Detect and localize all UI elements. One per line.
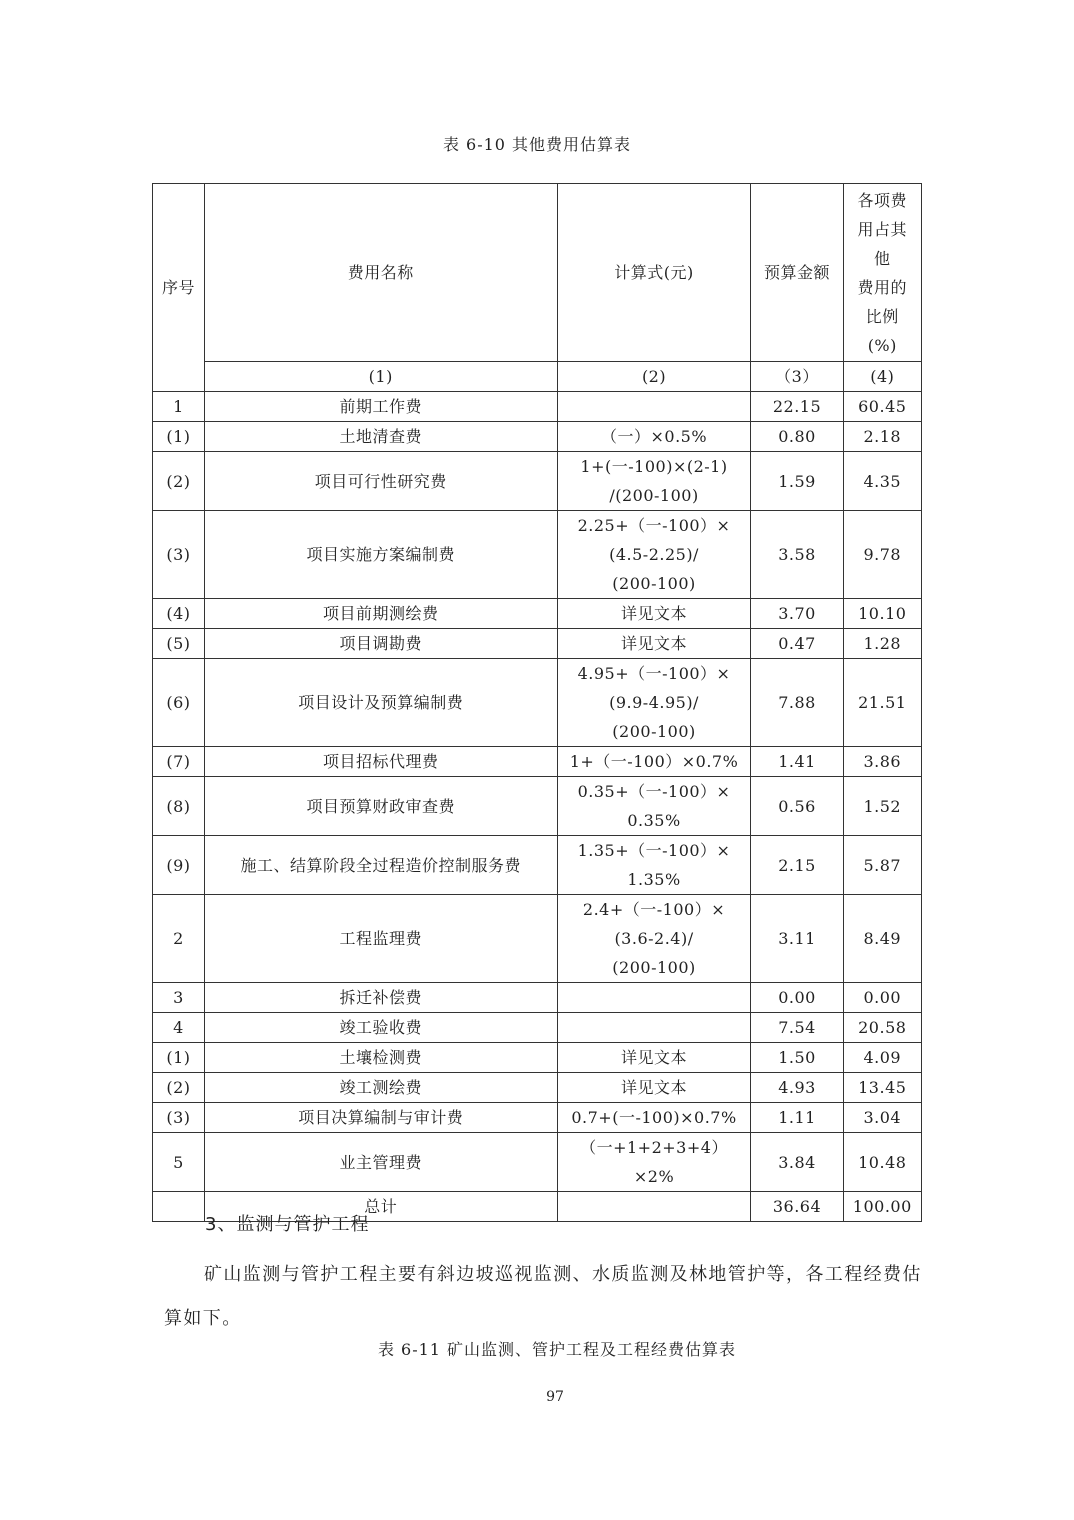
cell-index: (2) bbox=[153, 1073, 205, 1103]
table-row bbox=[153, 983, 922, 1013]
cell-name: 项目招标代理费 bbox=[204, 747, 557, 777]
cell-percent: 3.04 bbox=[843, 1103, 921, 1133]
cell-index: 1 bbox=[153, 392, 205, 422]
table-row bbox=[153, 1043, 922, 1073]
cell-name: 项目可行性研究费 bbox=[204, 452, 557, 511]
cell-amount: 1.59 bbox=[751, 452, 843, 511]
cell-index: (1) bbox=[153, 422, 205, 452]
cell-name: 土地清查费 bbox=[204, 422, 557, 452]
calc-line: （一+1+2+3+4）×2% bbox=[580, 1138, 728, 1186]
cell-amount: 3.11 bbox=[751, 895, 843, 983]
cell-amount: 36.64 bbox=[751, 1192, 843, 1222]
cell-amount: 3.70 bbox=[751, 599, 843, 629]
cell-index: 4 bbox=[153, 1013, 205, 1043]
calc-line: （一）×0.5% bbox=[600, 427, 708, 446]
cell-amount: 0.56 bbox=[751, 777, 843, 836]
cell-index: (6) bbox=[153, 659, 205, 747]
cell-index: (2) bbox=[153, 452, 205, 511]
cell-calc bbox=[557, 392, 751, 422]
calc-line: (4.5-2.25)/ bbox=[609, 545, 699, 564]
table-row bbox=[153, 452, 922, 511]
cell-name: 项目预算财政审查费 bbox=[204, 777, 557, 836]
cell-calc bbox=[557, 1133, 751, 1192]
cell-percent: 2.18 bbox=[843, 422, 921, 452]
calc-line: 2.25+（一-100）× bbox=[577, 516, 731, 535]
calc-line: 详见文本 bbox=[621, 634, 688, 653]
header-percent-line: 比例 bbox=[865, 306, 899, 326]
header-percent-line: 他 bbox=[874, 248, 891, 268]
cell-amount: 7.54 bbox=[751, 1013, 843, 1043]
cell-index: (1) bbox=[153, 1043, 205, 1073]
cell-index: (5) bbox=[153, 629, 205, 659]
cell-index: (4) bbox=[153, 599, 205, 629]
cell-calc bbox=[557, 1013, 751, 1043]
cell-name: 工程监理费 bbox=[204, 895, 557, 983]
calc-line: 详见文本 bbox=[621, 1048, 688, 1067]
cell-percent: 60.45 bbox=[843, 392, 921, 422]
cell-name: 竣工验收费 bbox=[204, 1013, 557, 1043]
cell-amount: 0.00 bbox=[751, 983, 843, 1013]
calc-line: 详见文本 bbox=[621, 604, 688, 623]
cell-index: (8) bbox=[153, 777, 205, 836]
cell-calc bbox=[557, 1073, 751, 1103]
calc-line: 1.35% bbox=[627, 870, 681, 889]
cell-calc bbox=[557, 599, 751, 629]
cell-calc bbox=[557, 895, 751, 983]
cell-amount: 0.47 bbox=[751, 629, 843, 659]
calc-line: 2.4+（一-100）× bbox=[582, 900, 726, 919]
subheader-calc: (2) bbox=[557, 362, 751, 392]
page-number: 97 bbox=[546, 1389, 564, 1405]
cell-percent: 20.58 bbox=[843, 1013, 921, 1043]
cell-amount: 22.15 bbox=[751, 392, 843, 422]
cell-name: 业主管理费 bbox=[204, 1133, 557, 1192]
header-percent bbox=[843, 184, 921, 362]
table-row bbox=[153, 747, 922, 777]
next-table-title: 表 6-11 矿山监测、管护工程及工程经费估算表 bbox=[377, 1340, 737, 1359]
cell-calc bbox=[557, 1192, 751, 1222]
calc-line: 详见文本 bbox=[621, 1078, 688, 1097]
calc-line: 4.95+（一-100）× bbox=[577, 664, 731, 683]
header-percent-line: 费用的 bbox=[857, 277, 908, 297]
header-name: 费用名称 bbox=[204, 184, 557, 362]
header-row bbox=[153, 184, 922, 362]
cell-percent: 3.86 bbox=[843, 747, 921, 777]
calc-line: 0.35+（一-100）× bbox=[577, 782, 731, 801]
cell-index: (3) bbox=[153, 1103, 205, 1133]
subheader-amount: （3） bbox=[751, 362, 843, 392]
section-heading: 3、监测与管护工程 bbox=[205, 1214, 370, 1235]
table-row bbox=[153, 629, 922, 659]
cell-index: (3) bbox=[153, 511, 205, 599]
body-paragraph: 矿山监测与管护工程主要有斜边坡巡视监测、水质监测及林地管护等，各工程经费估算如下。 bbox=[164, 1264, 922, 1329]
calc-line: 1+(一-100)×(2-1) bbox=[580, 457, 728, 476]
cell-name: 竣工测绘费 bbox=[204, 1073, 557, 1103]
cell-percent: 13.45 bbox=[843, 1073, 921, 1103]
cell-percent: 1.52 bbox=[843, 777, 921, 836]
cell-index: 3 bbox=[153, 983, 205, 1013]
cell-calc bbox=[557, 511, 751, 599]
cell-name: 项目设计及预算编制费 bbox=[204, 659, 557, 747]
cell-amount: 3.84 bbox=[751, 1133, 843, 1192]
cell-amount: 3.58 bbox=[751, 511, 843, 599]
calc-line: /(200-100) bbox=[609, 486, 699, 505]
cell-calc bbox=[557, 836, 751, 895]
header-amount: 预算金额 bbox=[751, 184, 843, 362]
header-percent-line: 各项费 bbox=[857, 190, 908, 210]
table-row bbox=[153, 1073, 922, 1103]
header-percent-line: 用占其 bbox=[857, 219, 908, 239]
calc-line: 0.35% bbox=[627, 811, 681, 830]
calc-line: 1+（一-100）×0.7% bbox=[569, 752, 739, 771]
header-calc: 计算式(元) bbox=[557, 184, 751, 362]
calc-line: 1.35+（一-100）× bbox=[577, 841, 731, 860]
cell-percent: 1.28 bbox=[843, 629, 921, 659]
cell-calc bbox=[557, 452, 751, 511]
table-row bbox=[153, 1013, 922, 1043]
cell-percent: 9.78 bbox=[843, 511, 921, 599]
cell-amount: 1.50 bbox=[751, 1043, 843, 1073]
table-row bbox=[153, 836, 922, 895]
cost-estimate-table bbox=[152, 183, 922, 1222]
cell-calc bbox=[557, 659, 751, 747]
cell-percent: 0.00 bbox=[843, 983, 921, 1013]
table-row bbox=[153, 659, 922, 747]
cell-calc bbox=[557, 629, 751, 659]
subheader-name: (1) bbox=[204, 362, 557, 392]
cell-name: 拆迁补偿费 bbox=[204, 983, 557, 1013]
cell-percent: 10.48 bbox=[843, 1133, 921, 1192]
header-percent-line: (%) bbox=[867, 335, 897, 355]
cell-index bbox=[153, 1192, 205, 1222]
cell-index: 5 bbox=[153, 1133, 205, 1192]
cell-percent: 100.00 bbox=[843, 1192, 921, 1222]
cell-amount: 1.41 bbox=[751, 747, 843, 777]
cell-calc bbox=[557, 422, 751, 452]
cell-percent: 4.35 bbox=[843, 452, 921, 511]
table-title: 表 6-10 其他费用估算表 bbox=[442, 135, 632, 154]
cell-calc bbox=[557, 1043, 751, 1073]
cell-name: 土壤检测费 bbox=[204, 1043, 557, 1073]
cell-calc bbox=[557, 777, 751, 836]
cell-name: 总计 bbox=[204, 1192, 557, 1222]
cell-amount: 2.15 bbox=[751, 836, 843, 895]
table-row bbox=[153, 777, 922, 836]
cell-name: 施工、结算阶段全过程造价控制服务费 bbox=[204, 836, 557, 895]
calc-line: 0.7+(一-100)×0.7% bbox=[571, 1108, 737, 1127]
subheader-percent: (4) bbox=[843, 362, 921, 392]
cell-percent: 10.10 bbox=[843, 599, 921, 629]
table-row bbox=[153, 599, 922, 629]
cell-amount: 7.88 bbox=[751, 659, 843, 747]
header-index: 序号 bbox=[153, 184, 205, 392]
cell-name: 前期工作费 bbox=[204, 392, 557, 422]
table-row bbox=[153, 422, 922, 452]
cell-amount: 0.80 bbox=[751, 422, 843, 452]
calc-line: (200-100) bbox=[612, 722, 696, 741]
cell-amount: 4.93 bbox=[751, 1073, 843, 1103]
calc-line: (200-100) bbox=[612, 958, 696, 977]
table-row bbox=[153, 895, 922, 983]
cell-index: (9) bbox=[153, 836, 205, 895]
cell-name: 项目调勘费 bbox=[204, 629, 557, 659]
cell-amount: 1.11 bbox=[751, 1103, 843, 1133]
cell-calc bbox=[557, 983, 751, 1013]
cell-name: 项目实施方案编制费 bbox=[204, 511, 557, 599]
cell-calc bbox=[557, 1103, 751, 1133]
cell-percent: 4.09 bbox=[843, 1043, 921, 1073]
table-row bbox=[153, 392, 922, 422]
cell-percent: 21.51 bbox=[843, 659, 921, 747]
calc-line: (9.9-4.95)/ bbox=[609, 693, 699, 712]
cell-calc bbox=[557, 747, 751, 777]
cell-index: (7) bbox=[153, 747, 205, 777]
cell-percent: 5.87 bbox=[843, 836, 921, 895]
table-row bbox=[153, 1133, 922, 1192]
table-row bbox=[153, 511, 922, 599]
cell-percent: 8.49 bbox=[843, 895, 921, 983]
header-subrow bbox=[153, 362, 922, 392]
cell-index: 2 bbox=[153, 895, 205, 983]
calc-line: (200-100) bbox=[612, 574, 696, 593]
table-row bbox=[153, 1103, 922, 1133]
calc-line: (3.6-2.4)/ bbox=[614, 929, 694, 948]
cell-name: 项目决算编制与审计费 bbox=[204, 1103, 557, 1133]
cell-name: 项目前期测绘费 bbox=[204, 599, 557, 629]
